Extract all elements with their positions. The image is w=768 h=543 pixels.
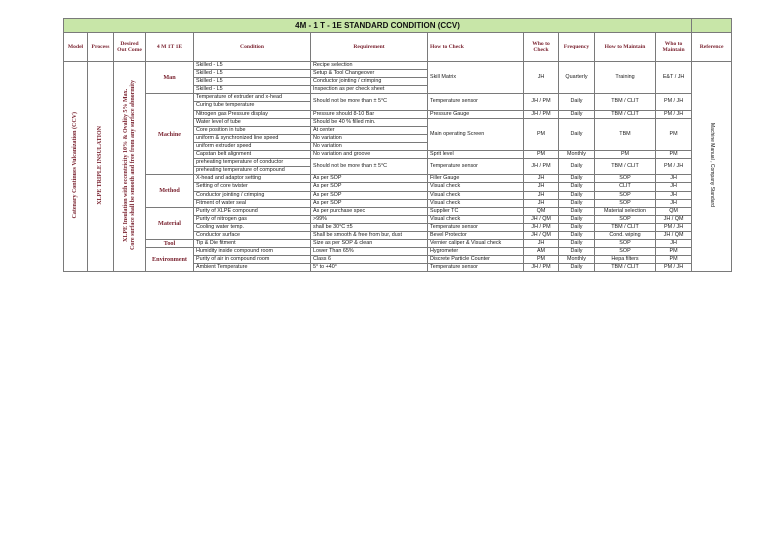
frequency-cell: Monthly	[559, 256, 595, 264]
frequency-cell: Daily	[559, 248, 595, 256]
condition-cell: Capstan belt alignment	[194, 151, 311, 159]
header-process: Process	[88, 33, 114, 62]
reference-cell: Machine Manual , Company Standard	[692, 62, 732, 272]
condition-cell: preheating temperature of compound	[194, 167, 311, 175]
frequency-cell: Daily	[559, 240, 595, 248]
frequency-cell: Daily	[559, 264, 595, 272]
frequency-cell: Daily	[559, 223, 595, 231]
who-to-check-cell: JH / PM	[524, 94, 559, 110]
condition-cell: Purity of nitrogen gas	[194, 215, 311, 223]
model-cell: Catenary Continues Vulcanization (CCV)	[64, 62, 88, 272]
who-to-check-cell: JH / PM	[524, 159, 559, 175]
requirement-cell: Inspection as per check sheet	[311, 86, 428, 94]
how-to-check-cell: Vernier caliper & Visual check	[428, 240, 524, 248]
requirement-cell: 5° to +40°	[311, 264, 428, 272]
frequency-cell: Daily	[559, 183, 595, 191]
how-to-maintain-cell: SOP	[595, 175, 656, 183]
who-to-maintain-cell: JH	[656, 175, 692, 183]
who-to-check-cell: PM	[524, 256, 559, 264]
who-to-check-cell: JH	[524, 183, 559, 191]
condition-cell: Skilled - L5	[194, 78, 311, 86]
requirement-cell: As per SOP	[311, 199, 428, 207]
requirement-cell: As per purchase spec	[311, 207, 428, 215]
how-to-maintain-cell: CLIT	[595, 183, 656, 191]
category-method: Method	[146, 175, 194, 207]
requirement-cell: As per SOP	[311, 191, 428, 199]
category-material: Material	[146, 207, 194, 239]
condition-cell: Purity of XLPE compound	[194, 207, 311, 215]
how-to-check-cell: Hygrometer	[428, 248, 524, 256]
who-to-check-cell: JH / QM	[524, 231, 559, 239]
frequency-cell: Daily	[559, 199, 595, 207]
requirement-cell: Should not be more than ± 5°C	[311, 159, 428, 175]
condition-cell: Water level of tube	[194, 118, 311, 126]
frequency-cell: Daily	[559, 118, 595, 150]
frequency-cell: Daily	[559, 110, 595, 118]
process-cell: XLPE TRIPLE INSULATION	[88, 62, 114, 272]
how-to-check-cell: Skill Matrix	[428, 62, 524, 94]
category-machine: Machine	[146, 94, 194, 175]
frequency-cell: Quarterly	[559, 62, 595, 94]
how-to-check-cell: Visual check	[428, 199, 524, 207]
condition-cell: Core position in tube	[194, 126, 311, 134]
table-row	[64, 62, 732, 70]
condition-cell: Skilled - L5	[194, 62, 311, 70]
condition-cell: Conductor surface	[194, 231, 311, 239]
who-to-maintain-cell: JH / QM	[656, 215, 692, 223]
table-row	[64, 175, 732, 183]
how-to-maintain-cell: PM	[595, 151, 656, 159]
requirement-cell: No variation	[311, 142, 428, 150]
requirement-cell: Lower Than 65%	[311, 248, 428, 256]
how-to-check-cell: Temperature sensor	[428, 159, 524, 175]
frequency-cell: Daily	[559, 175, 595, 183]
condition-cell: Purity of air in compound room	[194, 256, 311, 264]
how-to-maintain-cell: TBM / CLIT	[595, 223, 656, 231]
how-to-maintain-cell: SOP	[595, 199, 656, 207]
header-condition: Condition	[194, 33, 311, 62]
requirement-cell: Shall be smooth & free from bur, dust	[311, 231, 428, 239]
who-to-maintain-cell: JH	[656, 199, 692, 207]
how-to-check-cell: Pressure Gauge	[428, 110, 524, 118]
how-to-maintain-cell: TBM / CLIT	[595, 94, 656, 110]
frequency-cell: Daily	[559, 94, 595, 110]
who-to-check-cell: JH / PM	[524, 110, 559, 118]
condition-cell: Setting of core twister	[194, 183, 311, 191]
requirement-cell: Size as per SOP & clean	[311, 240, 428, 248]
category-tool: Tool	[146, 240, 194, 248]
how-to-check-cell: Main operating Screen	[428, 118, 524, 150]
who-to-maintain-cell: JH	[656, 183, 692, 191]
condition-cell: Tip & Die fitment	[194, 240, 311, 248]
condition-cell: Ambient Temperature	[194, 264, 311, 272]
who-to-maintain-cell: E&T / JH	[656, 62, 692, 94]
standard-condition-table	[63, 18, 732, 272]
requirement-cell: No variation and groove	[311, 151, 428, 159]
how-to-check-cell: Visual check	[428, 183, 524, 191]
how-to-check-cell: Sprit level	[428, 151, 524, 159]
who-to-check-cell: JH / PM	[524, 223, 559, 231]
how-to-check-cell: Visual check	[428, 191, 524, 199]
header-4m1t1e: 4 M 1T 1E	[146, 33, 194, 62]
header-who-to-maintain: Who to Maintain	[656, 33, 692, 62]
condition-cell: Skilled - L5	[194, 70, 311, 78]
requirement-cell: >99%	[311, 215, 428, 223]
how-to-check-cell: Supplier TC	[428, 207, 524, 215]
frequency-cell: Daily	[559, 215, 595, 223]
frequency-cell: Daily	[559, 231, 595, 239]
who-to-maintain-cell: JH	[656, 191, 692, 199]
header-how-to-check: How to Check	[428, 33, 524, 62]
how-to-maintain-cell: Material selection	[595, 207, 656, 215]
category-environment: Environment	[146, 248, 194, 272]
how-to-maintain-cell: SOP	[595, 191, 656, 199]
condition-cell: Cooling water temp.	[194, 223, 311, 231]
requirement-cell: Conductor jointing / crimping	[311, 78, 428, 86]
who-to-check-cell: JH	[524, 199, 559, 207]
condition-cell: uniform extruder speed	[194, 142, 311, 150]
header-who-to-check: Who to Check	[524, 33, 559, 62]
who-to-maintain-cell: PM	[656, 256, 692, 264]
condition-cell: Skilled - L5	[194, 86, 311, 94]
how-to-maintain-cell: Cond. wiping	[595, 231, 656, 239]
header-reference: Reference	[692, 33, 732, 62]
condition-cell: Nitrogen gas Pressure display	[194, 110, 311, 118]
how-to-maintain-cell: SOP	[595, 248, 656, 256]
condition-cell: Temperature of extruder and x-head	[194, 94, 311, 102]
condition-cell: Conductor jointing / crimping	[194, 191, 311, 199]
sheet-title: 4M - 1 T - 1E STANDARD CONDITION (CCV)	[64, 19, 692, 33]
frequency-cell: Daily	[559, 159, 595, 175]
who-to-maintain-cell: PM / JH	[656, 223, 692, 231]
who-to-check-cell: PM	[524, 151, 559, 159]
condition-cell: Curing tube temperature	[194, 102, 311, 110]
who-to-maintain-cell: PM / JH	[656, 110, 692, 118]
who-to-maintain-cell: PM	[656, 118, 692, 150]
condition-cell: uniform & synchronized line speed	[194, 134, 311, 142]
who-to-maintain-cell: PM	[656, 151, 692, 159]
who-to-maintain-cell: JH	[656, 240, 692, 248]
requirement-cell: At center	[311, 126, 428, 134]
title-side-cell	[692, 19, 732, 33]
how-to-check-cell: Temperature sensor	[428, 223, 524, 231]
who-to-maintain-cell: PM / JH	[656, 94, 692, 110]
desired-outcome-cell: XLPE Insulation with eccentricity 10% & Ovality 5% Max. Core surface shall be smooth and free from any surface abnormity	[114, 62, 146, 272]
requirement-cell: Should be 40 % filled min.	[311, 118, 428, 126]
header-how-to-maintain: How to Maintain	[595, 33, 656, 62]
how-to-maintain-cell: SOP	[595, 240, 656, 248]
who-to-maintain-cell: JH / QM	[656, 231, 692, 239]
how-to-maintain-cell: SOP	[595, 215, 656, 223]
header-requirement: Requirement	[311, 33, 428, 62]
requirement-cell: Setup & Tool Changeover	[311, 70, 428, 78]
header-frequency: Frequency	[559, 33, 595, 62]
who-to-check-cell: QM	[524, 207, 559, 215]
who-to-check-cell: JH	[524, 240, 559, 248]
who-to-maintain-cell: PM / JH	[656, 159, 692, 175]
requirement-cell: As per SOP	[311, 175, 428, 183]
how-to-check-cell: Temperature sensor	[428, 94, 524, 110]
how-to-check-cell: Bevel Protector	[428, 231, 524, 239]
how-to-maintain-cell: TBM / CLIT	[595, 264, 656, 272]
who-to-check-cell: JH	[524, 175, 559, 183]
how-to-maintain-cell: Training	[595, 62, 656, 94]
table-row	[64, 207, 732, 215]
requirement-cell: Should not be more than ± 5°C	[311, 94, 428, 110]
how-to-check-cell: Temperature sensor	[428, 264, 524, 272]
who-to-maintain-cell: PM	[656, 248, 692, 256]
frequency-cell: Monthly	[559, 151, 595, 159]
how-to-check-cell: Visual check	[428, 215, 524, 223]
requirement-cell: As per SOP	[311, 183, 428, 191]
table-row	[64, 248, 732, 256]
requirement-cell: shall be 30°C ±5	[311, 223, 428, 231]
requirement-cell: No variation	[311, 134, 428, 142]
table-row	[64, 240, 732, 248]
how-to-maintain-cell: Hepa filters	[595, 256, 656, 264]
who-to-check-cell: JH / QM	[524, 215, 559, 223]
table-row	[64, 94, 732, 102]
who-to-check-cell: JH	[524, 62, 559, 94]
who-to-check-cell: JH	[524, 191, 559, 199]
header-row	[64, 33, 732, 62]
how-to-maintain-cell: TBM / CLIT	[595, 110, 656, 118]
requirement-cell: Class 6	[311, 256, 428, 264]
requirement-cell: Pressure should 8-10 Bar	[311, 110, 428, 118]
condition-cell: preheating temperature of conductor	[194, 159, 311, 167]
header-model: Model	[64, 33, 88, 62]
who-to-check-cell: PM	[524, 118, 559, 150]
who-to-maintain-cell: PM / JH	[656, 264, 692, 272]
who-to-check-cell: JH / PM	[524, 264, 559, 272]
condition-cell: Humidity inside compound room	[194, 248, 311, 256]
category-man: Man	[146, 62, 194, 94]
who-to-maintain-cell: QM	[656, 207, 692, 215]
condition-cell: Fitment of water seal	[194, 199, 311, 207]
header-desired: Desired Out Come	[114, 33, 146, 62]
how-to-check-cell: Discrete Particle Counter	[428, 256, 524, 264]
condition-cell: X-head and adaptor setting	[194, 175, 311, 183]
how-to-maintain-cell: TBM / CLIT	[595, 159, 656, 175]
frequency-cell: Daily	[559, 191, 595, 199]
frequency-cell: Daily	[559, 207, 595, 215]
requirement-cell: Recipe selection	[311, 62, 428, 70]
who-to-check-cell: AM	[524, 248, 559, 256]
how-to-maintain-cell: TBM	[595, 118, 656, 150]
how-to-check-cell: Filler Gauge	[428, 175, 524, 183]
